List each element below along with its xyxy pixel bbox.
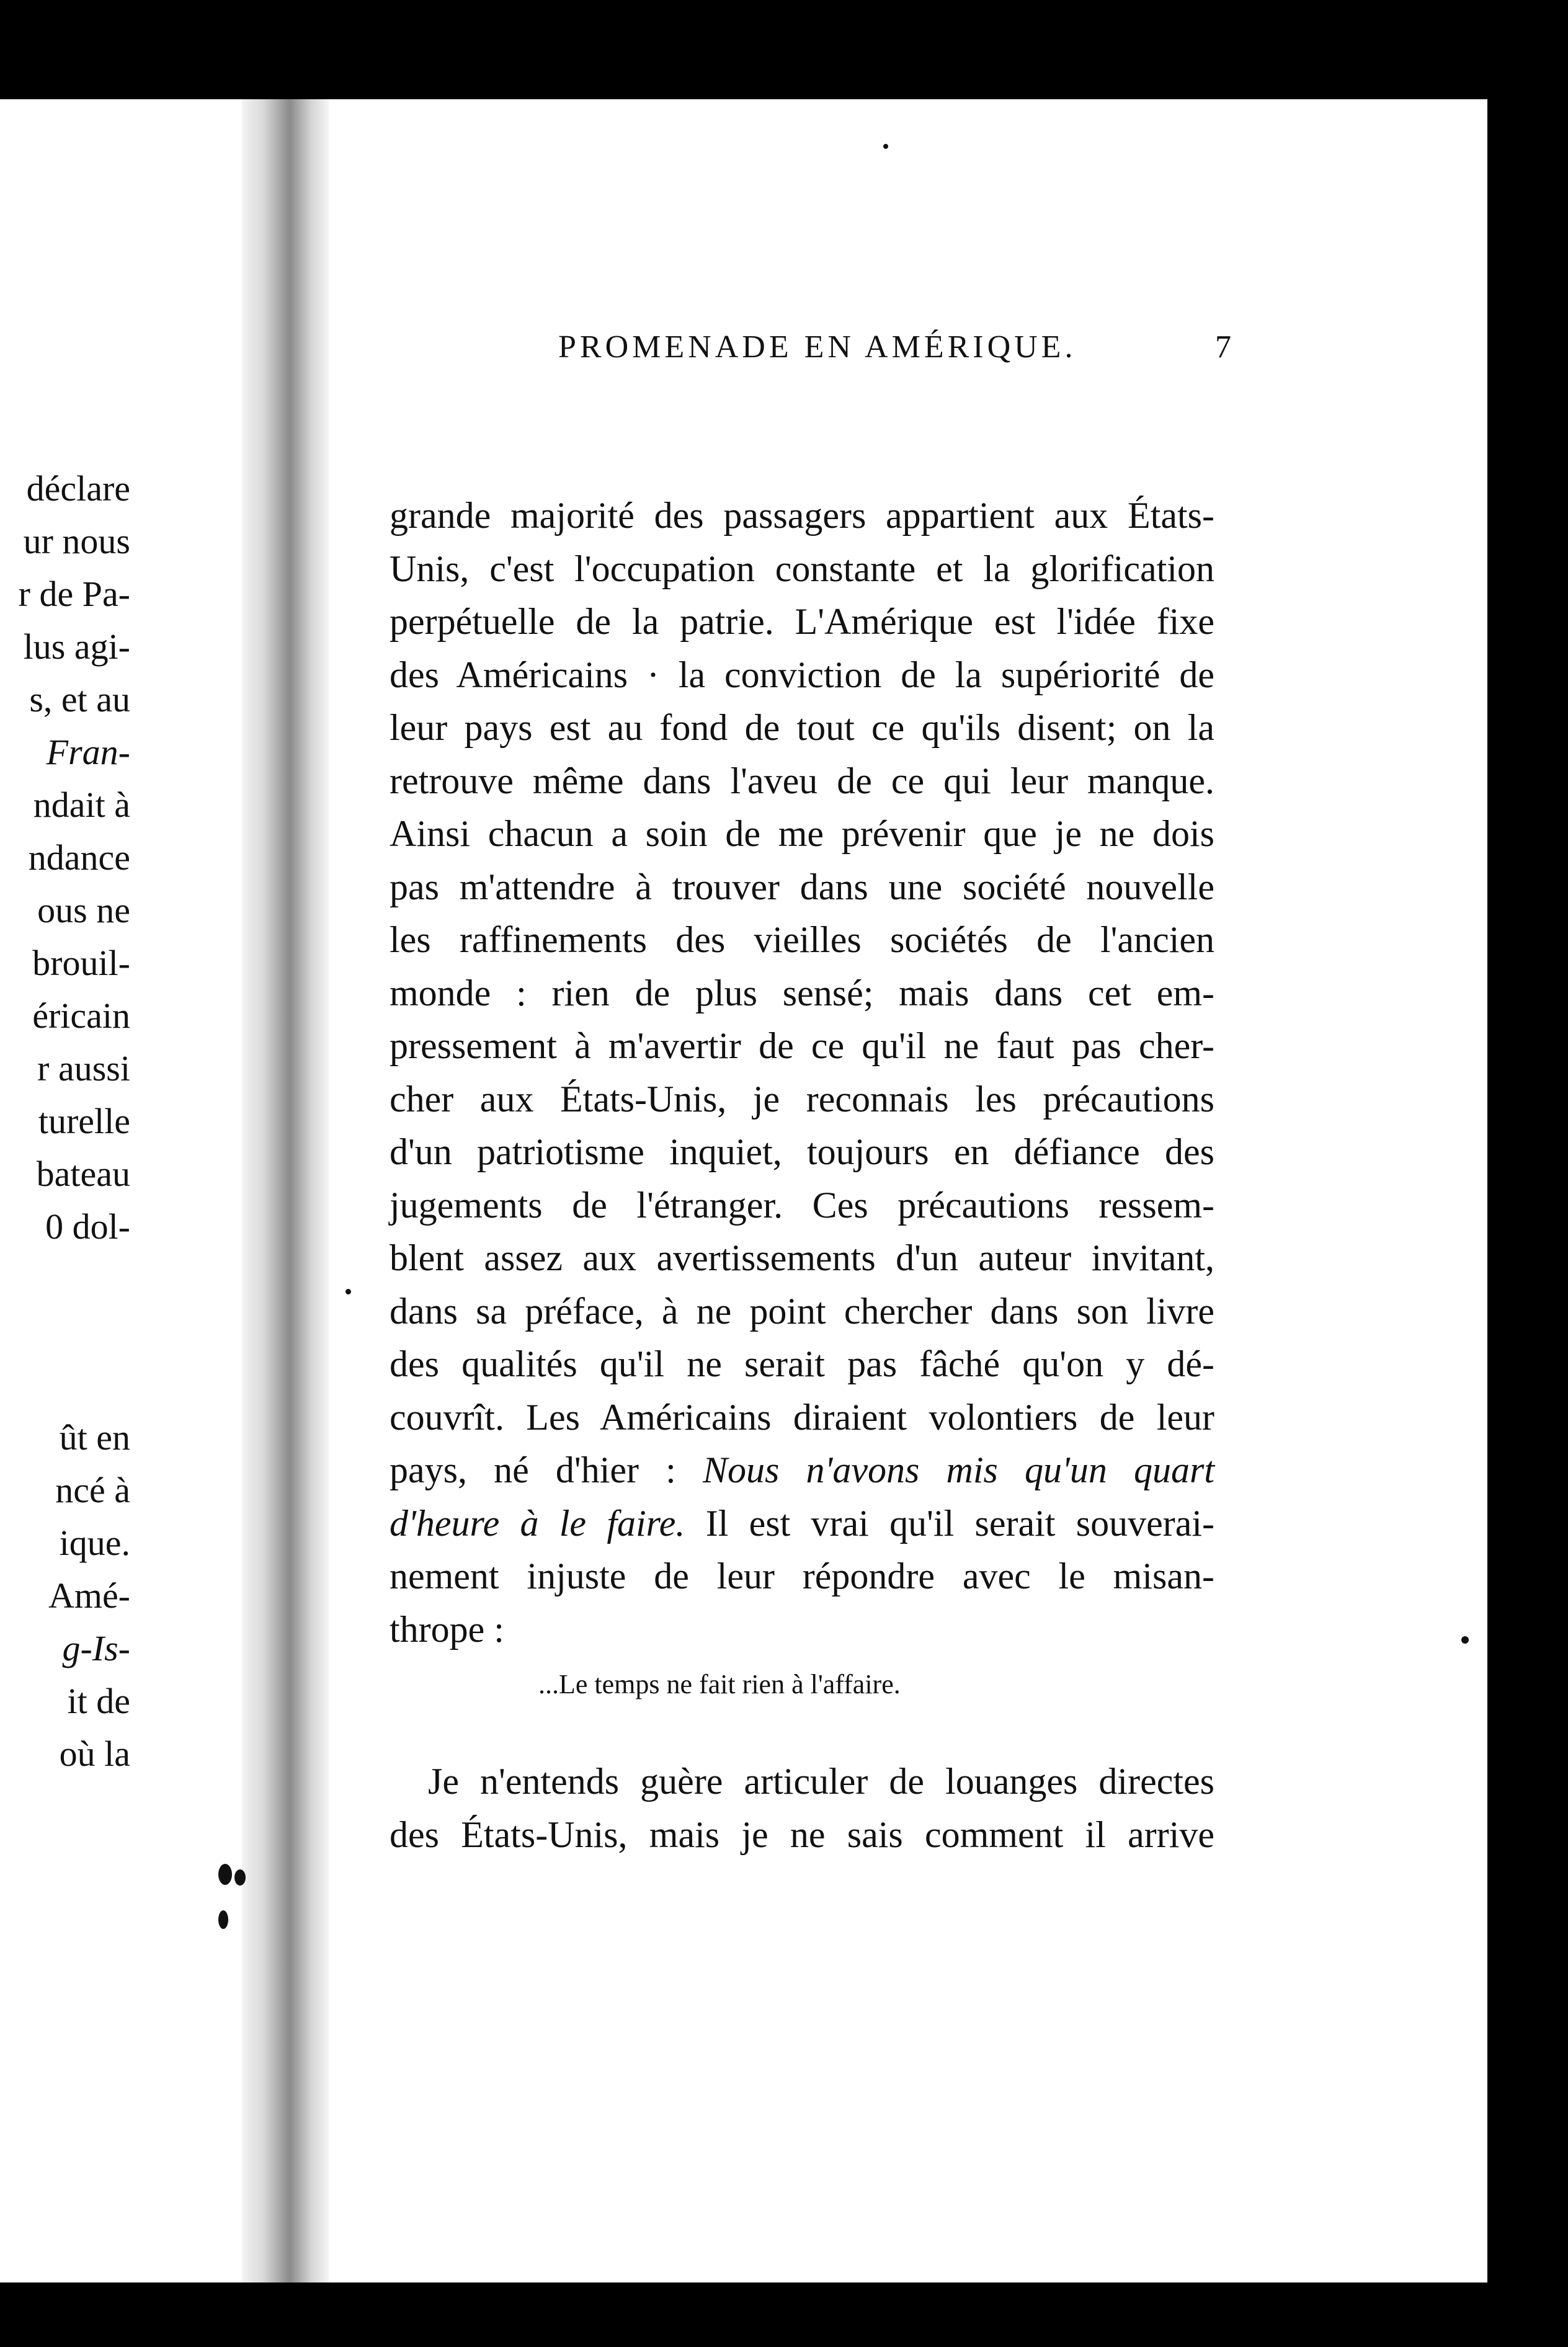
text-line: grande majorité des passagers appartient aux États- [390,495,1214,536]
scan-speck [218,1864,232,1885]
left-facing-page [0,99,242,2282]
left-page-line: ndance [28,837,130,878]
left-page-line: déclare [26,468,130,509]
text-line: couvrît. Les Américains diraient volontiers de leur [390,1396,1214,1438]
scan-speck [218,1910,228,1929]
left-page-line: Amé- [48,1575,130,1616]
left-page-line: s, et au [29,679,130,719]
text-line: leur pays est au fond de tout ce qu'ils disent; on la [390,707,1214,748]
left-page-line: éricain [32,995,130,1036]
text-line: dans sa préface, à ne point chercher dans son livre [390,1290,1214,1332]
left-page-line: ous ne [37,890,130,930]
text-line: Unis, c'est l'occupation constante et la glorification [390,548,1214,589]
scan-speck [1461,1636,1469,1644]
left-page-line: 0 dol- [45,1206,130,1247]
text-line: blent assez aux avertissements d'un auteur invitant, [390,1237,1214,1278]
left-page-line: lus agi- [23,626,130,667]
book-gutter-shadow [242,99,329,2282]
text-line: monde : rien de plus sensé; mais dans cet em- [390,972,1214,1013]
left-page-line: ût en [59,1417,130,1458]
text-line: les raffinements des vieilles sociétés de l'ancien [390,919,1214,960]
left-page-line: r de Pa- [18,574,130,614]
scan-speck [883,144,888,149]
left-page-line: ur nous [23,521,130,561]
left-page-line: g-Is- [62,1628,130,1668]
left-page-line: brouil- [32,943,130,983]
text-line: Ainsi chacun a soin de me prévenir que je ne dois [390,813,1214,854]
left-page-line: ncé à [55,1470,130,1510]
text-line: nement injuste de leur répondre avec le misan- [390,1556,1214,1597]
left-page-line: it de [67,1681,130,1721]
scan-speck [234,1869,246,1886]
text-line: jugements de l'étranger. Ces précautions ressem- [390,1184,1214,1226]
left-page-line [0,1306,130,1358]
text-line: perpétuelle de la patrie. L'Amérique est l'idée fixe [390,601,1214,642]
text-line: retrouve même dans l'aveu de ce qui leur manque. [390,760,1214,801]
text-line [390,1444,1214,1497]
paragraph-1 [390,489,1214,1656]
running-title: PROMENADE EN AMÉRIQUE. [558,329,1077,365]
block-quote: ...Le temps ne fait rien à l'affaire. [538,1669,901,1699]
text-line: pas m'attendre à trouver dans une société nouvelle [390,866,1214,907]
left-page-line: r aussi [37,1048,130,1089]
text-fragment: pays, né d'hier : [390,1450,703,1490]
left-page-line [0,1358,130,1411]
text-line: des Américains · la conviction de la supériorité de [390,654,1214,695]
left-page-line: ndait à [33,785,130,825]
paragraph-2 [390,1755,1214,1861]
page-header [236,329,1231,378]
left-page-line: bateau [36,1154,130,1194]
left-page-text [0,462,242,1780]
text-line: des qualités qu'il ne serait pas fâché qu'on y dé- [390,1343,1214,1384]
text-line: cher aux États-Unis, je reconnais les précautions [390,1078,1214,1120]
text-line: thrope : [390,1608,504,1650]
italic-quotation: d'heure à le faire. [390,1502,685,1544]
text-line: Je n'entends guère articuler de louanges directes [428,1761,1214,1802]
text-line: des États-Unis, mais je ne sais comment il arrive [390,1814,1214,1855]
scan-speck [345,1289,351,1294]
page-number: 7 [1215,329,1231,365]
left-page-line: Fran- [46,732,130,772]
text-line: pressement à m'avertir de ce qu'il ne faut pas cher- [390,1025,1214,1066]
left-page-line: où la [59,1734,130,1774]
italic-quotation: Nous n'avons mis qu'un quart [703,1450,1214,1490]
text-line: d'un patriotisme inquiet, toujours en défiance des [390,1131,1214,1172]
text-fragment: Il est vrai qu'il serait souverai- [685,1502,1214,1544]
left-page-line [0,1253,130,1306]
left-page-line: turelle [38,1101,130,1141]
text-line [390,1497,1214,1551]
left-page-line: ique. [59,1523,130,1563]
